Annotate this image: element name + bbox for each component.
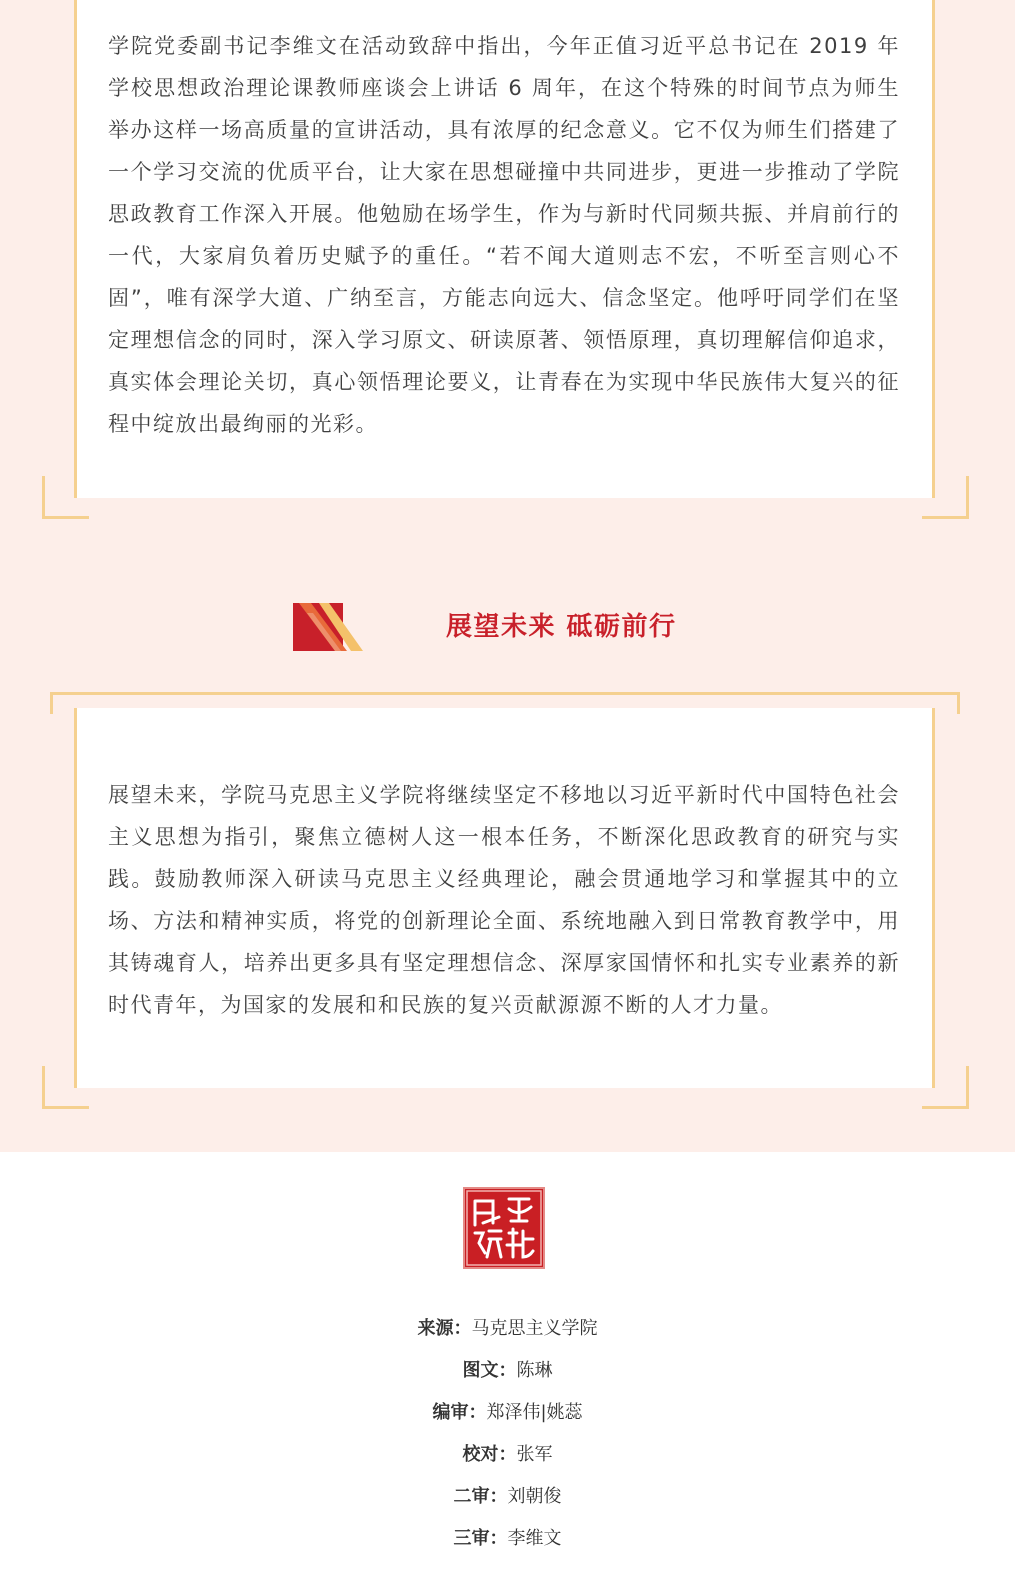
- section-heading: [0, 600, 1015, 656]
- credit-value: 张军: [516, 1444, 553, 1465]
- credit-line-photo-text: [0, 1350, 1015, 1392]
- college-seal-logo: [463, 1187, 545, 1269]
- credit-line-third-review: [0, 1518, 1015, 1560]
- paragraph-outlook: 展望未来，学院马克思主义学院将继续坚定不移地以习近平新时代中国特色社会主义思想为指引，聚焦立德树人这一根本任务，不断深化思政教育的研究与实践。鼓励教师深入研读马克思主义经典理论，融会贯通地学习和掌握其中的立场、方法和精神实质，将党的创新理论全面、系统地融入到日常教育教学中，用其铸魂育人，培养出更多具有坚定理想信念、深厚家国情怀和扎实专业素养的新时代青年，为国家的发展和和民族的复兴贡献源源不断的人才力量。: [108, 783, 900, 1017]
- card-2-top-right-tick: [957, 692, 960, 714]
- corner-bracket-left-2: [42, 1066, 89, 1109]
- credit-key: 图文：: [462, 1360, 517, 1381]
- credit-value: 李维文: [507, 1528, 562, 1549]
- credit-line-proofreader: [0, 1434, 1015, 1476]
- section-title: 展望未来 砥砺前行: [446, 612, 677, 642]
- corner-bracket-right-2: [922, 1066, 969, 1109]
- card-2-top-rule: [50, 692, 960, 695]
- credit-key: 二审：: [453, 1486, 508, 1507]
- paragraph-speech: 学院党委副书记李维文在活动致辞中指出，今年正值习近平总书记在 2019 年学校思想政治理论课教师座谈会上讲话 6 周年，在这个特殊的时间节点为师生举办这样一场高质量的宣讲活动，具有浓厚的纪念意义。它不仅为师生们搭建了一个学习交流的优质平台，让大家在思想碰撞中共同进步，更进一步推动了学院思政教育工作深入开展。他勉励在场学生，作为与新时代同频共振、并肩前行的一代，大家肩负着历史赋予的重任。“若不闻大道则志不宏，不听至言则心不固”，唯有深学大道、广纳至言，方能志向远大、信念坚定。他呼吁同学们在坚定理想信念的同时，深入学习原文、研读原著、领悟原理，真切理解信仰追求，真实体会理论关切，真心领悟理论要义，让青春在为实现中华民族伟大复兴的征程中绽放出最绚丽的光彩。: [108, 34, 900, 436]
- card-2-top-left-tick: [50, 692, 53, 714]
- credit-key: 编审：: [432, 1402, 487, 1423]
- credit-value: 马克思主义学院: [471, 1318, 598, 1339]
- credit-value: 刘朝俊: [507, 1486, 562, 1507]
- credit-key: 校对：: [462, 1444, 517, 1465]
- credits-block: [0, 1308, 1015, 1560]
- credit-value: 郑泽伟|姚蕊: [486, 1402, 583, 1423]
- corner-bracket-right: [922, 476, 969, 519]
- seal-script-icon: [463, 1187, 545, 1269]
- credit-line-editor: [0, 1392, 1015, 1434]
- credit-key: 来源：: [417, 1318, 472, 1339]
- credit-value: 陈琳: [516, 1360, 553, 1381]
- credit-line-second-review: [0, 1476, 1015, 1518]
- striped-banner-icon: [293, 603, 365, 653]
- corner-bracket-left: [42, 476, 89, 519]
- credit-line-source: [0, 1308, 1015, 1350]
- credit-key: 三审：: [453, 1528, 508, 1549]
